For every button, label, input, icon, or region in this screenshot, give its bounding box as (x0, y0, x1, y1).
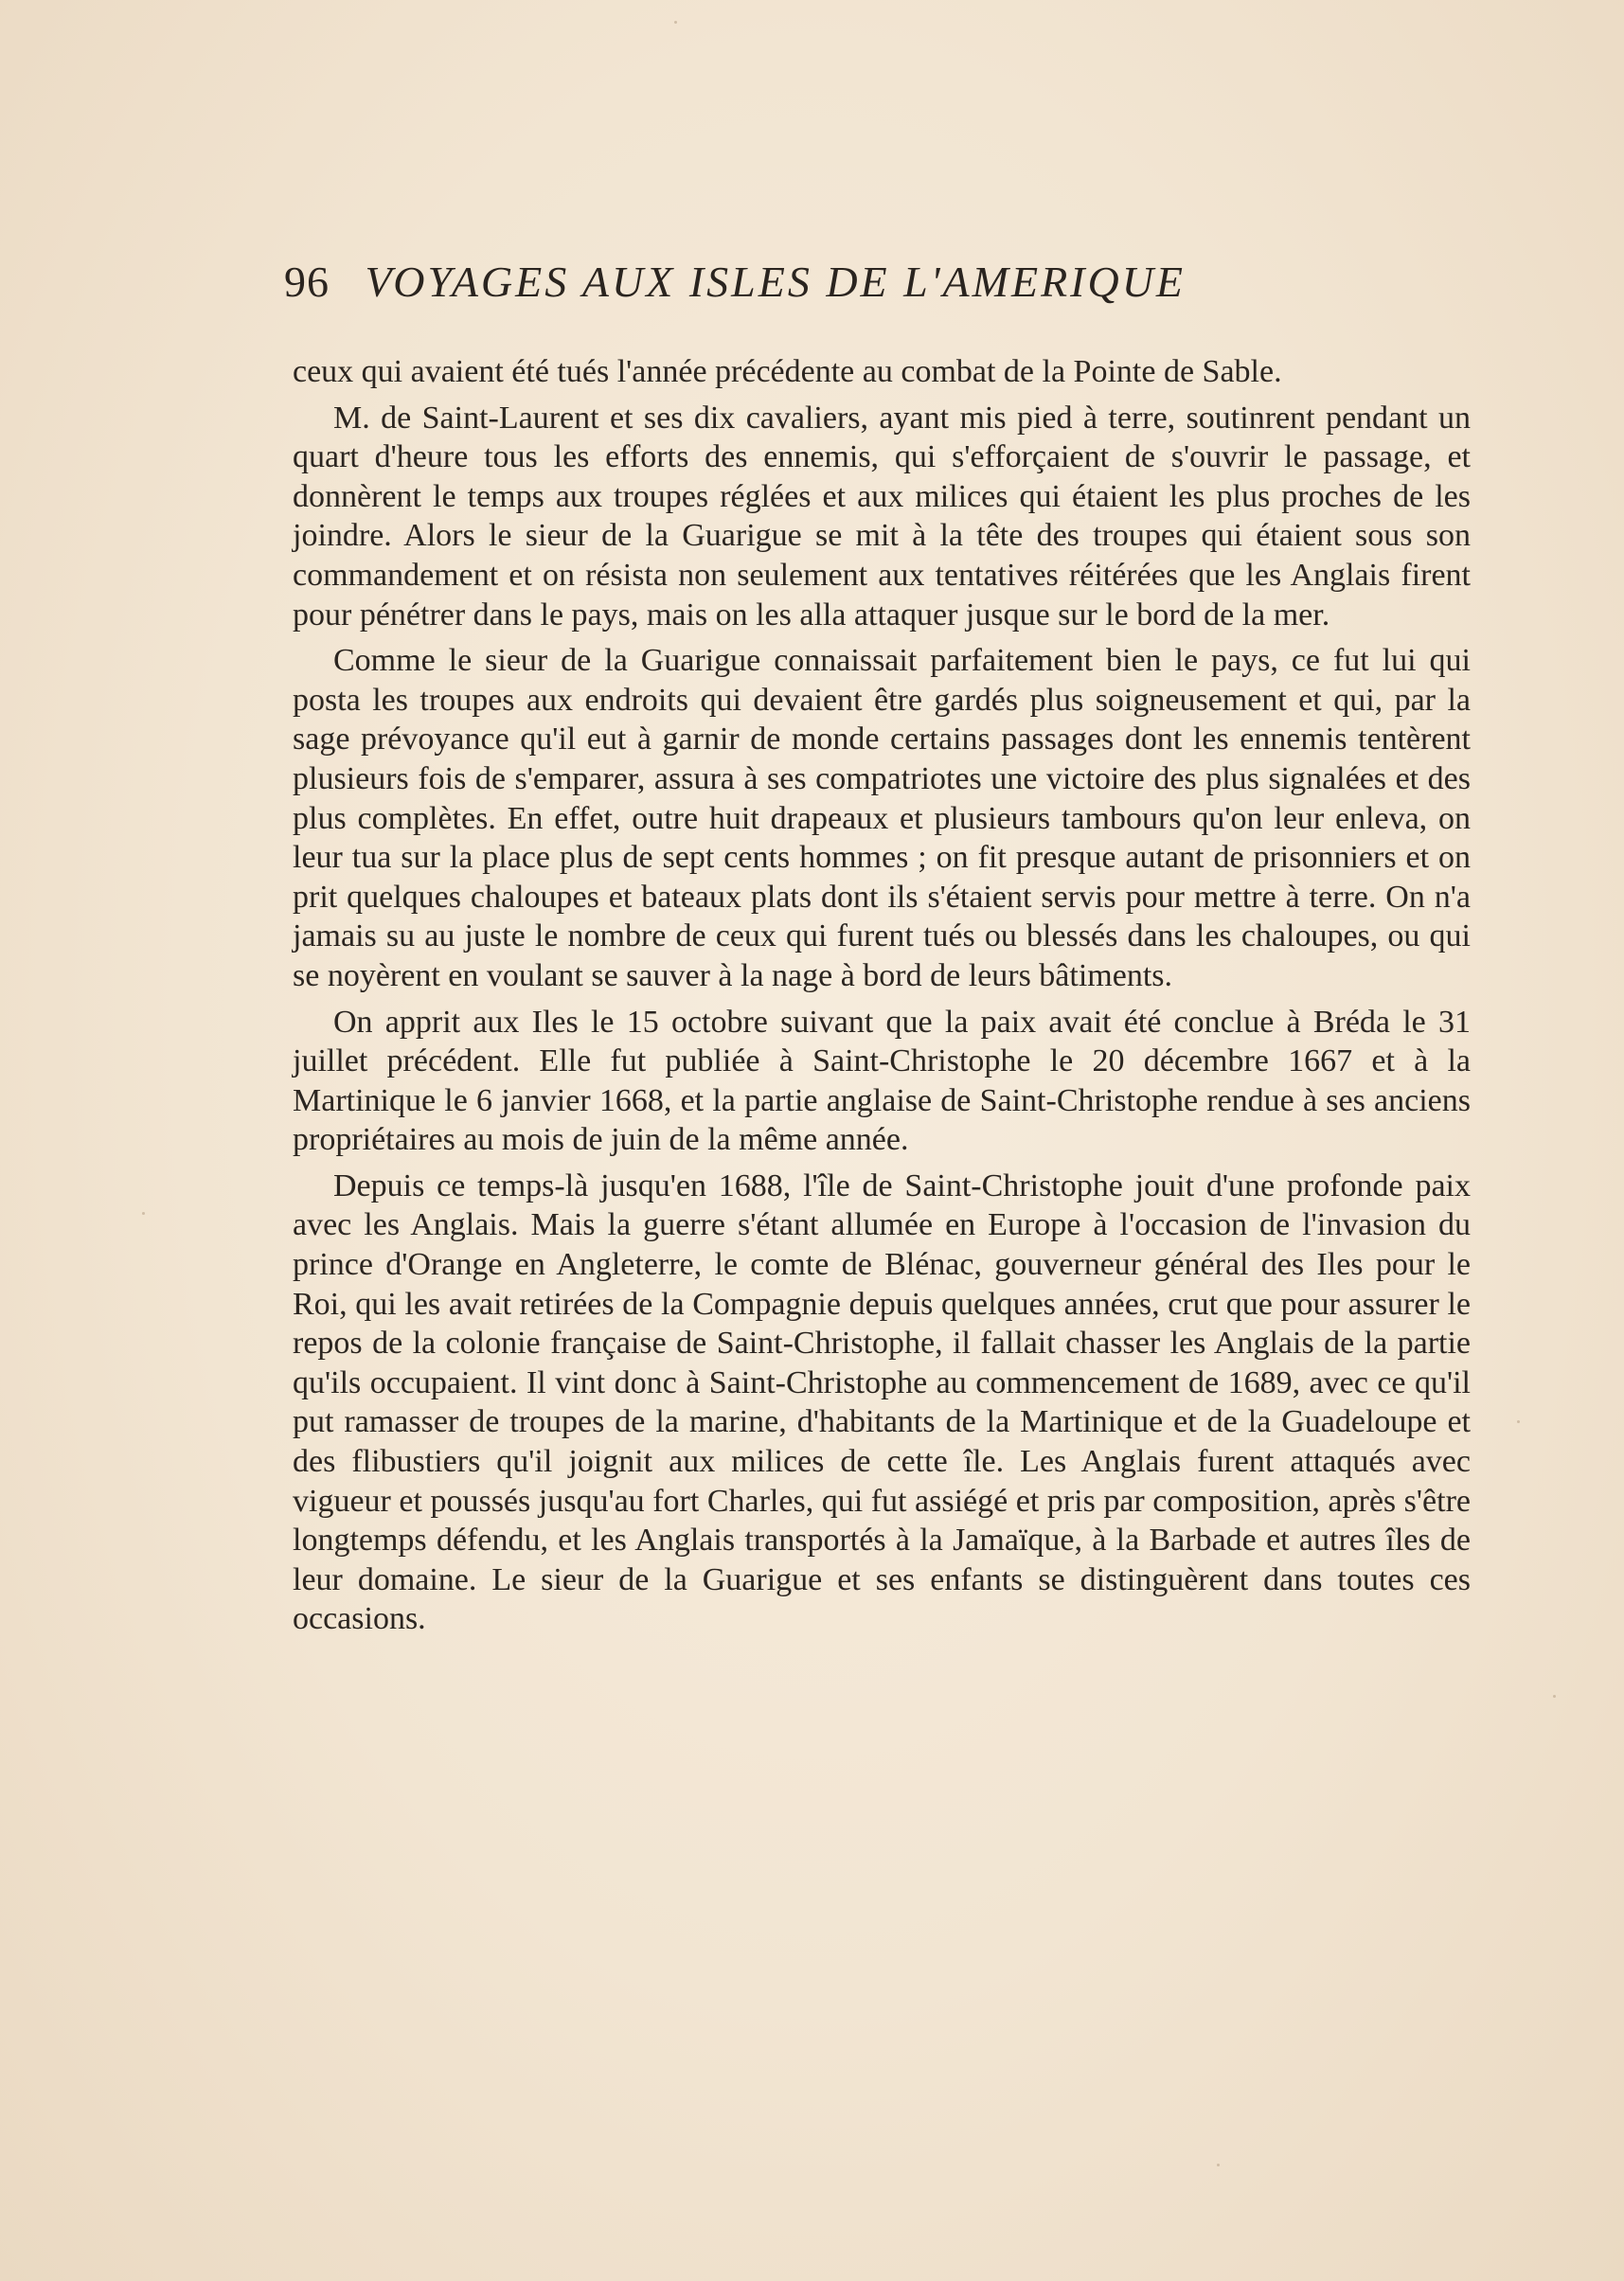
paragraph: On apprit aux Iles le 15 octobre suivant que la paix avait été conclue à Bréda le 31 juillet précédent. Elle fut publiée à Saint-Christophe le 20 décembre 1667 et à la Martinique le 6 janvier 1668, et la partie anglaise de Saint-Christophe rendue à ses anciens propriétaires au mois de juin de la même année. (293, 1004, 1471, 1158)
running-title: VOYAGES AUX ISLES DE L'AMERIQUE (365, 258, 1187, 306)
paper-speck (1217, 2164, 1220, 2166)
paragraph: Depuis ce temps-là jusqu'en 1688, l'île de Saint-Christophe jouit d'une profonde paix avec les Anglais. Mais la guerre s'étant allumée en Europe à l'occasion de l'invasion du prince d'Orange en Angleterre, le comte de Blénac, gouverneur général des Iles pour le Roi, qui les avait retirées de la Compagnie depuis quelques années, crut que pour assurer le repos de la colonie française de Saint-Christophe, il fallait chasser les Anglais de la partie qu'ils occupaient. Il vint donc à Saint-Christophe au commencement de 1689, avec ce qu'il put ramasser de troupes de la marine, d'habitants de la Martinique et de la Guadeloupe et des flibustiers qu'il joignit aux milices de cette île. Les Anglais furent attaqués avec vigueur et poussés jusqu'au fort Charles, qui fut assiégé et pris par composition, après s'être longtemps défendu, et les Anglais transportés à la Jamaïque, à la Barbade et autres îles de leur domaine. Le sieur de la Guarigue et ses enfants se distinguèrent dans toutes ces occasions. (293, 1167, 1471, 1637)
body-text (293, 352, 1471, 1646)
running-head (284, 254, 1477, 311)
paper-speck (1553, 1695, 1556, 1698)
page-number: 96 (284, 258, 330, 306)
paragraph: M. de Saint-Laurent et ses dix cavaliers, ayant mis pied à terre, soutinrent pendant un quart d'heure tous les efforts des ennemis, qui s'efforçaient de s'ouvrir le passage, et donnèrent le temps aux troupes réglées et aux milices qui étaient les plus proches de les joindre. Alors le sieur de la Guarigue se mit à la tête des troupes qui étaient sous son commandement et on résista non seulement aux tentatives réitérées que les Anglais firent pour pénétrer dans le pays, mais on les alla attaquer jusque sur le bord de la mer. (293, 400, 1471, 633)
paper-speck (674, 21, 677, 24)
paragraph: Comme le sieur de la Guarigue connaissait parfaitement bien le pays, ce fut lui qui posta les troupes aux endroits qui devaient être gardés plus soigneusement et qui, par la sage prévoyance qu'il eut à garnir de monde certains passages dont les ennemis tentèrent plusieurs fois de s'emparer, assura à ses compatriotes une victoire des plus signalées et des plus complètes. En effet, outre huit drapeaux et plusieurs tambours qu'on leur enleva, on leur tua sur la place plus de sept cents hommes ; on fit presque autant de prisonniers et on prit quelques chaloupes et bateaux plats dont ils s'étaient servis pour mettre à terre. On n'a jamais su au juste le nombre de ceux qui furent tués ou blessés dans les chaloupes, ou qui se noyèrent en voulant se sauver à la nage à bord de leurs bâtiments. (293, 643, 1471, 993)
paragraph-continued: ceux qui avaient été tués l'année précédente au combat de la Pointe de Sable. (293, 354, 1282, 389)
paper-speck (1517, 1420, 1520, 1423)
paper-speck (142, 1212, 145, 1215)
